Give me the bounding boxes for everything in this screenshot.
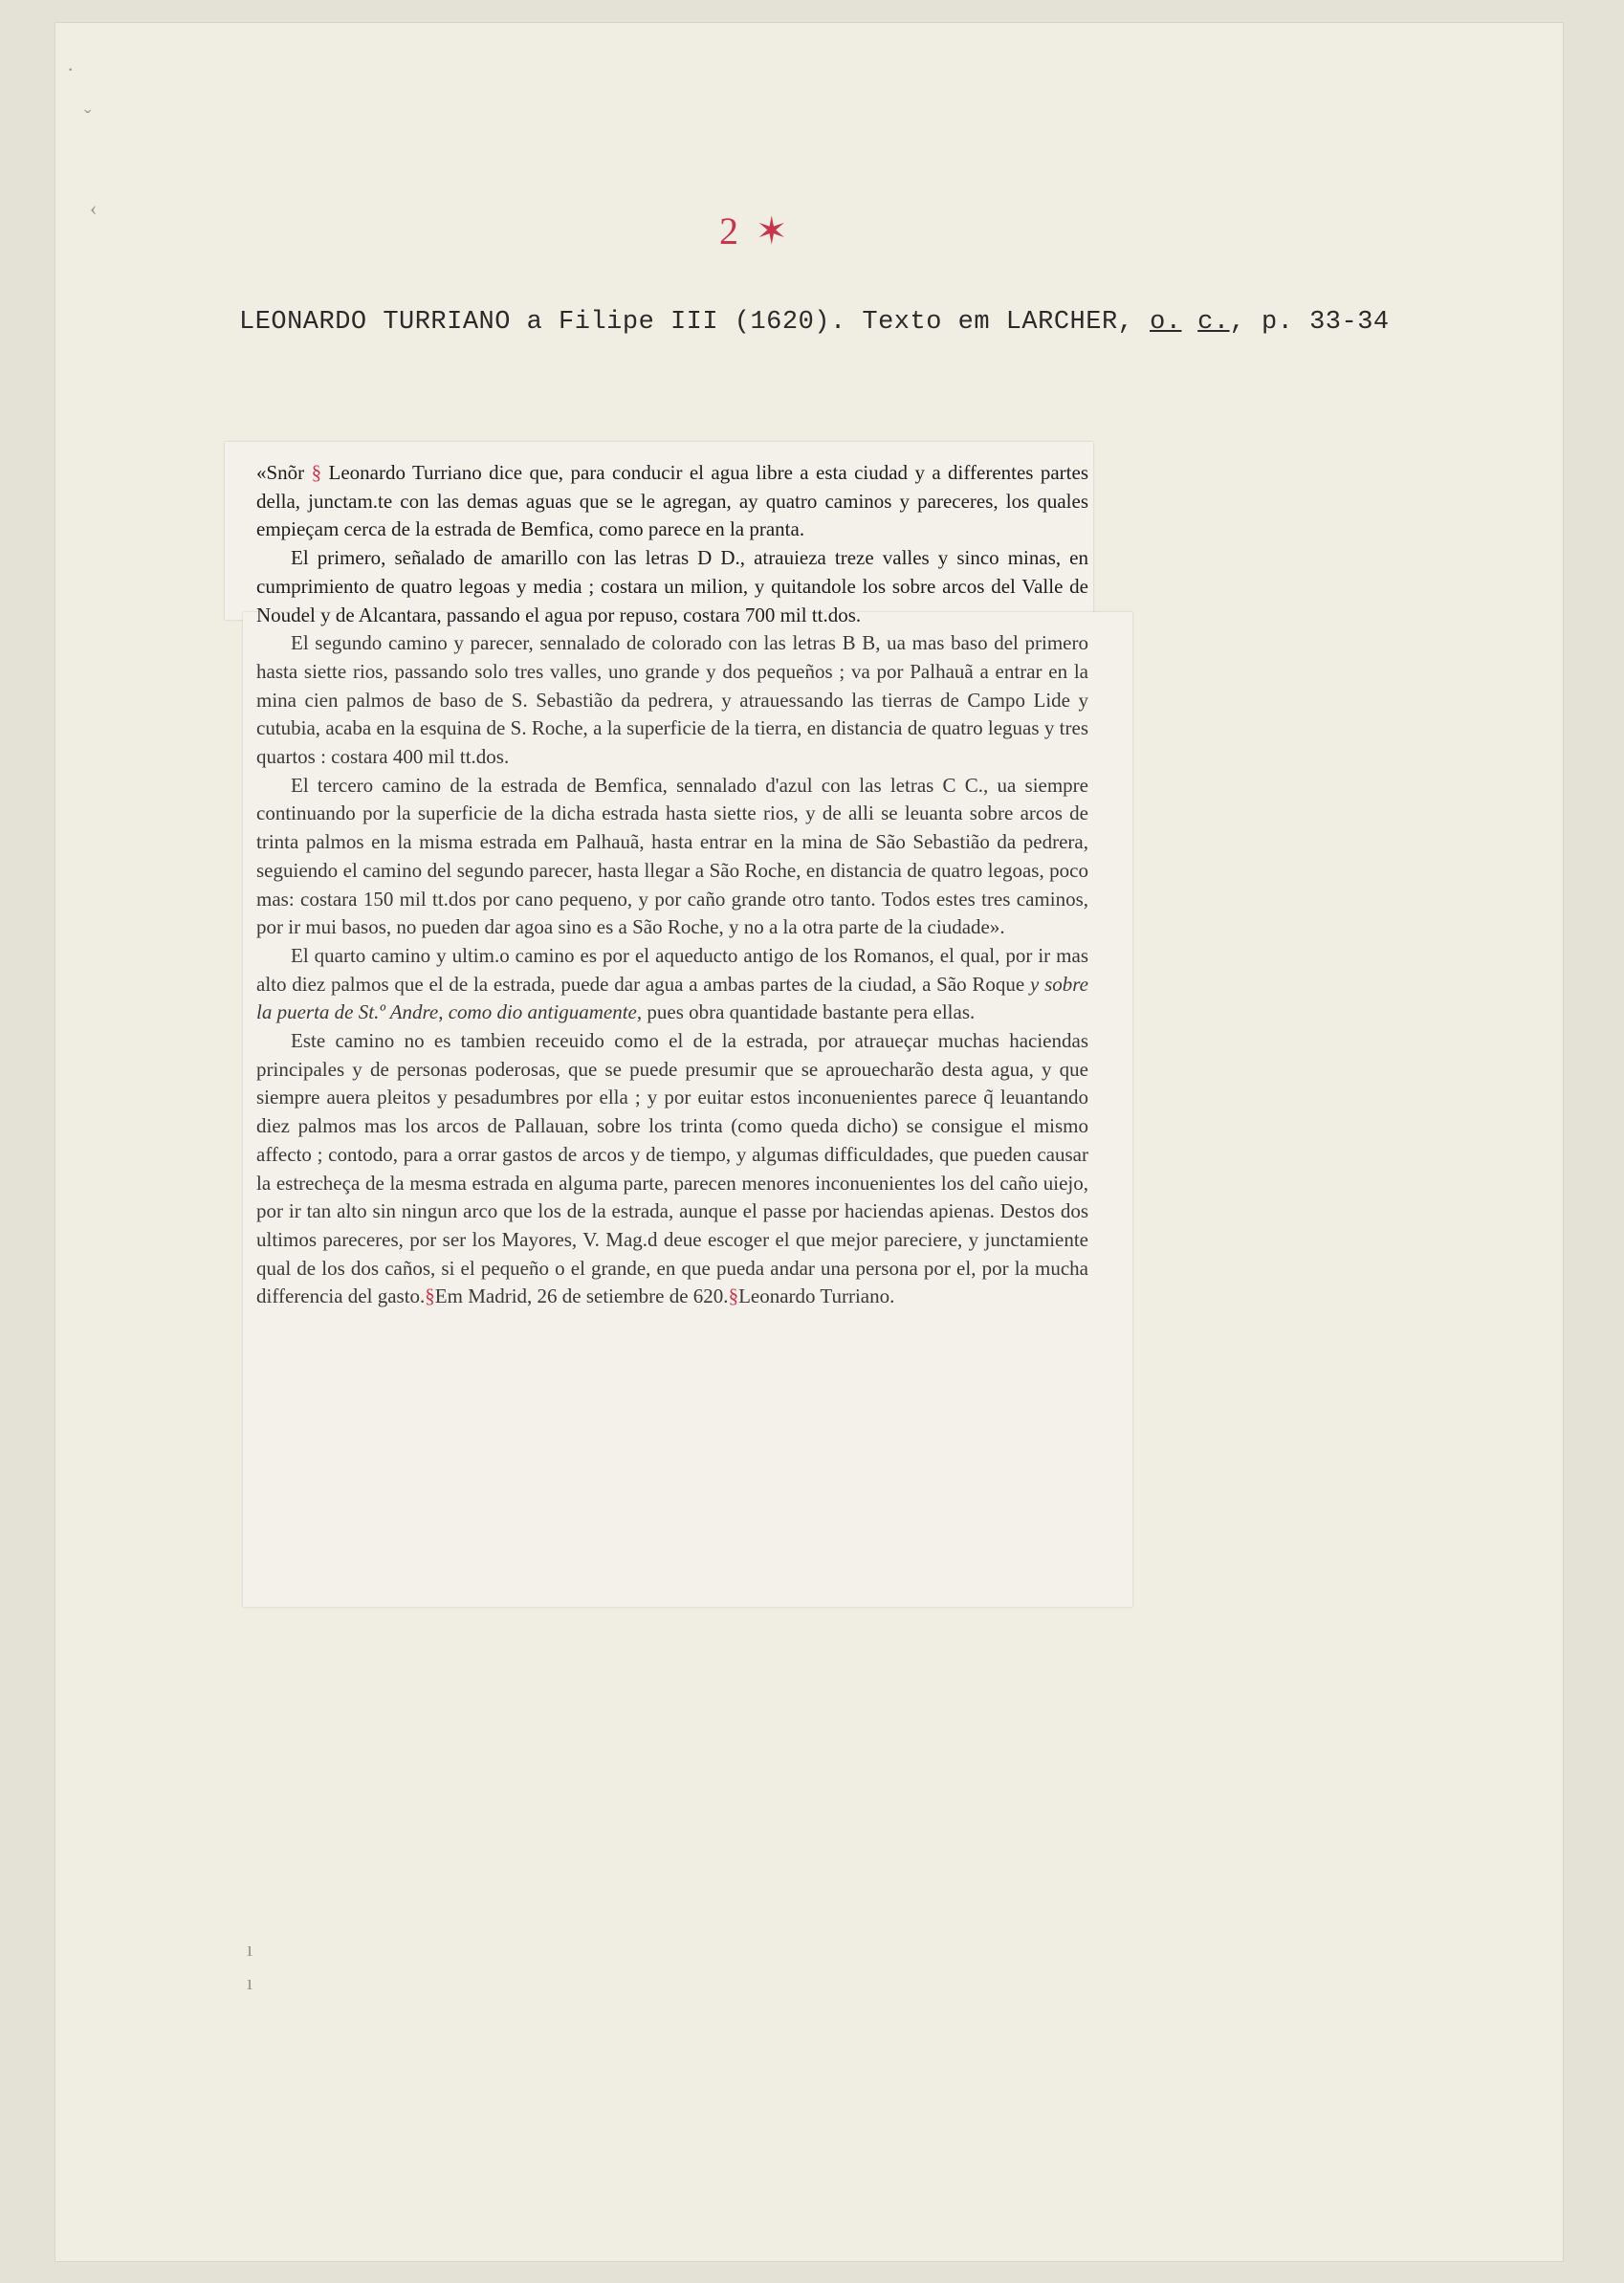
salutation: «Snõr	[256, 461, 305, 484]
section-mark: §	[311, 461, 322, 484]
paragraph-1	[256, 459, 1088, 544]
paragraph-6	[256, 1027, 1088, 1311]
paragraph-2: El primero, señalado de amarillo con las letras D D., atrauieza treze valles y sinco minas, en cumprimiento de quatro legoas y media ; costara un milion, y quitandole los sobre arcos del Valle de Noudel y de Alcantara, passando el agua por repuso, costara 700 mil tt.dos.	[256, 546, 1088, 626]
paragraph-4: El tercero camino de la estrada de Bemfica, sennalado d'azul con las letras C C., ua siempre continuando por la superficie de la dicha estrada hasta siette rios, y de alli se leuanta sobre arcos de trinta palmos en la misma estrada em Palhauã, hasta entrar en la mina de São Sebastião da pedrera, seguiendo el camino del segundo parecer, hasta llegar a São Roche, en distancia de quatro legoas, poco mas: costara 150 mil tt.dos por cano pequeno, y por caño grande otro tanto. Todos estes tres caminos, por ir mui basos, no pueden dar agoa sino es a São Roche, y no a la otra parte de la ciudade».	[256, 773, 1088, 939]
paragraph-6-text-b: Em Madrid, 26 de setiembre de 620.	[434, 1284, 729, 1308]
paragraph-5-italic: y sobre la puerta de St.º Andre, como dio antiguamente,	[256, 972, 1088, 1024]
section-mark: §	[728, 1284, 739, 1308]
page-number-mark: 2 ✶	[719, 209, 792, 252]
paragraph-5-text-b: pues obra quantidade bastante pera ellas.	[642, 1000, 976, 1024]
header-oc-c: c.	[1197, 308, 1230, 337]
header-text: LEONARDO TURRIANO a Filipe III (1620). Texto em LARCHER,	[239, 308, 1151, 337]
paragraph-6-text-a: Este camino no es tambien receuido como el de la estrada, por atraueçar muchas haciendas principales y de personas poderosas, que se puede presumir que se aprouecharão desta agua, y que siempre auera pleitos y pesadumbres por ella ; y por euitar estos inconuenientes parece q̃ leuantando diez palmos mas los arcos de Pallauan, sobre los trinta (como queda dicho) se consigue el mismo affecto ; contodo, para a orrar gastos de arcos y de tiempo, y algumas difficuldades, que pueden causar la estrecheça de la mesma estrada en alguma parte, parecen menores inconuenientes los del caño uiejo, por ir tan alto sin ningun arco que los de la estrada, aunque el passe por haciendas apienas. Destos dos ultimos pareceres, por ser los Mayores, V. Mag.d deue escoger el que mejor pareciere, y junctamiente qual de los dos caños, si el pequeño o el grande, en que pueda andar una persona por el, por la mucha differencia del gasto.	[256, 1029, 1088, 1308]
quoted-letter	[256, 459, 1088, 1311]
document-header	[239, 308, 1492, 337]
margin-speck: ·	[67, 57, 75, 81]
margin-speck: ˇ	[84, 105, 92, 129]
margin-speck: ı	[247, 1970, 253, 1994]
margin-speck: ı	[247, 1937, 253, 1961]
paragraph-5-text-a: El quarto camino y ultim.o camino es por el aqueducto antigo de los Romanos, el qual, por ir mas alto diez palmos que el de la estrada, puede dar agua a ambas partes de la ciudad, a São Roque	[256, 943, 1088, 996]
paragraph-1-text: Leonardo Turriano dice que, para conducir el agua libre a esta ciudad y a differentes partes della, junctam.te con las demas aguas que se le agregan, ay quatro caminos y pareceres, los quales empieçam cerca de la estrada de Bemfica, como parece en la pranta.	[256, 461, 1089, 541]
header-pages: , p. 33-34	[1229, 308, 1390, 337]
margin-speck: ‹	[90, 196, 98, 220]
section-mark: §	[425, 1284, 435, 1308]
paragraph-3: El segundo camino y parecer, sennalado de colorado con las letras B B, ua mas baso del primero hasta siette rios, passando solo tres valles, uno grande y dos pequeños ; va por Palhauã a entrar en la mina cien palmos de baso de S. Sebastião da pedrera, y atrauessando las tierras de Campo Lide y cutubia, acaba en la esquina de S. Roche, a la superficie de la tierra, en distancia de quatro leguas y tres quartos : costara 400 mil tt.dos.	[256, 631, 1088, 769]
signature-name: Leonardo Turriano.	[738, 1284, 895, 1308]
header-oc-o: o.	[1150, 308, 1182, 337]
paragraph-5	[256, 942, 1088, 1027]
